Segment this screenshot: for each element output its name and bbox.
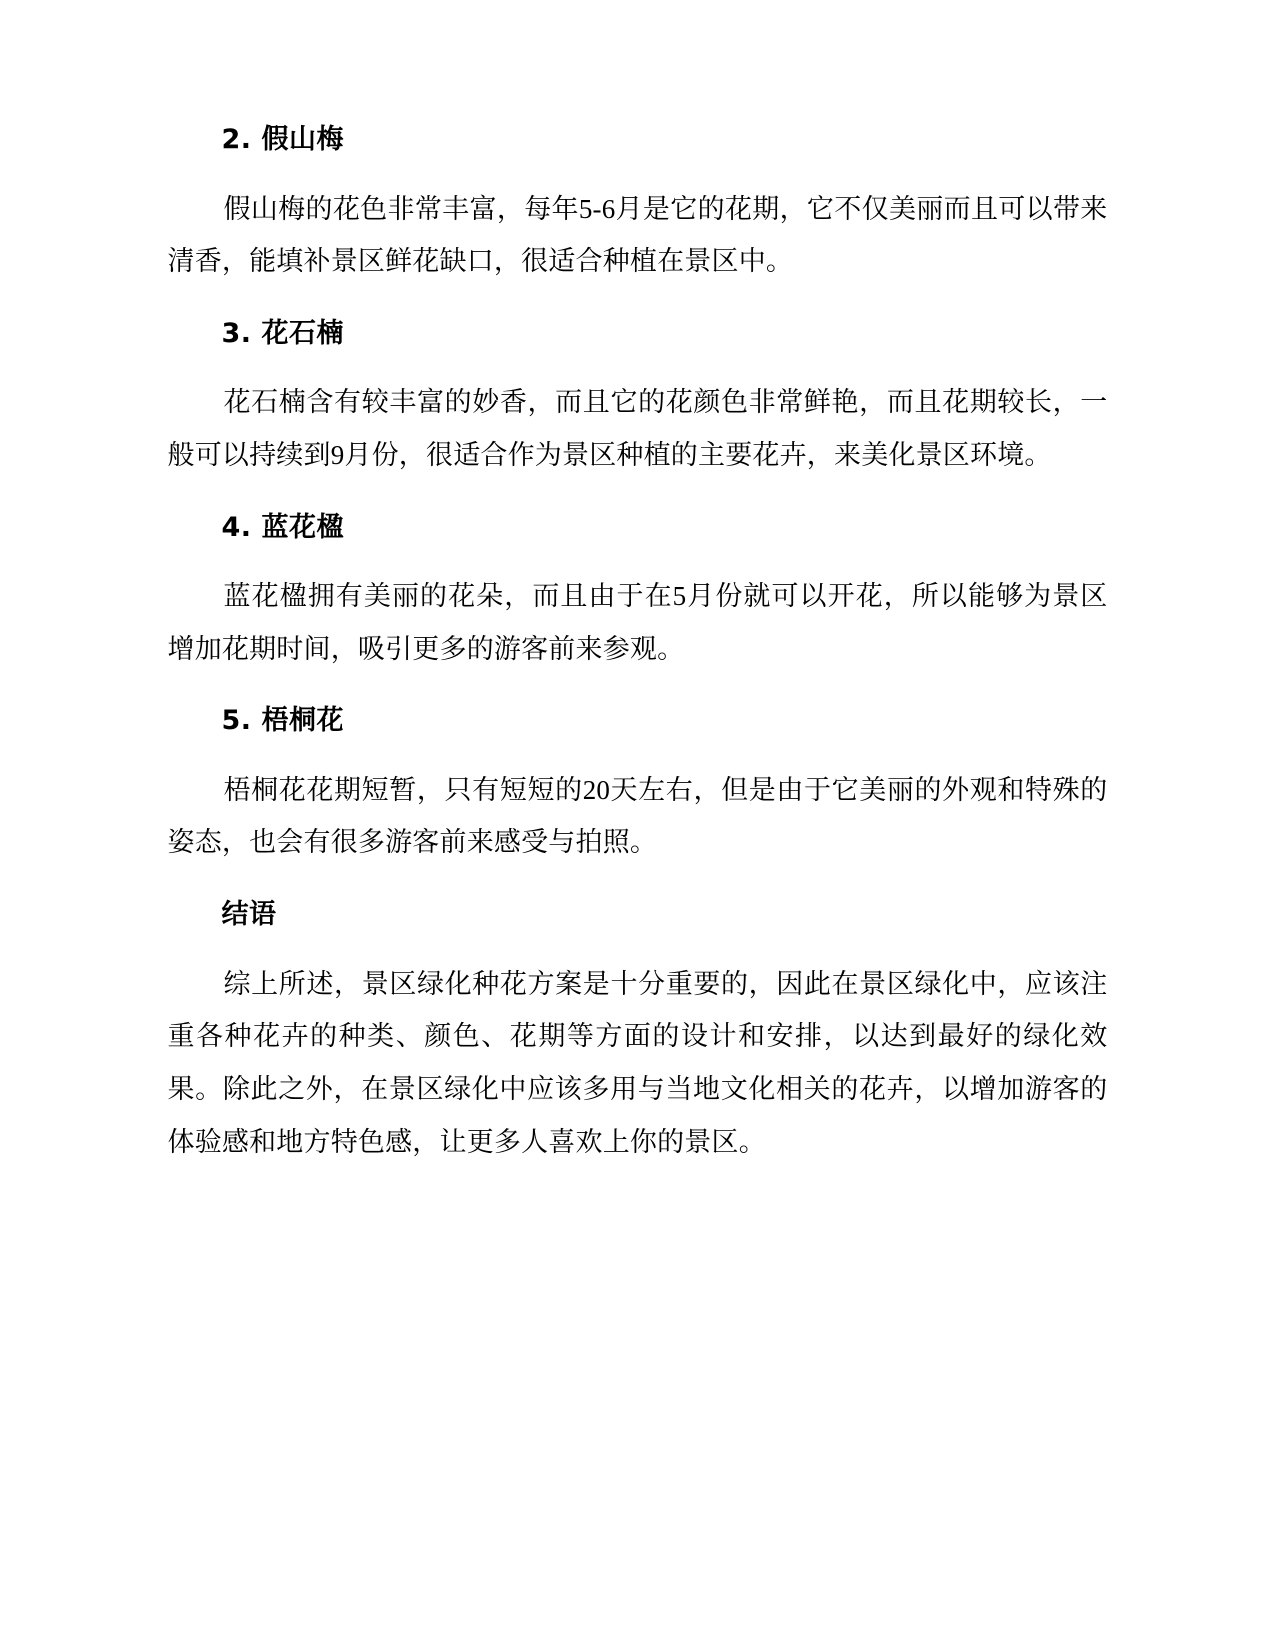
- spacer: [168, 869, 1108, 895]
- section-paragraph-wutonghua: 梧桐花花期短暂，只有短短的20天左右，但是由于它美丽的外观和特殊的姿态，也会有很多游客前来感受与拍照。: [167, 774, 1108, 858]
- spacer: [168, 548, 1108, 570]
- section-heading-huashinan: 3. 花石楠: [221, 317, 344, 349]
- section-heading-jiashanmei: 2. 假山梅: [221, 124, 344, 155]
- spacer: [168, 288, 1108, 314]
- section-heading-lanhuaying: 4. 蓝花楹: [221, 511, 344, 543]
- section-paragraph-conclusion: 综上所述，景区绿化种花方案是十分重要的，因此在景区绿化中，应该注重各种花卉的种类、颜色、花期等方面的设计和安排，以达到最好的绿化效果。除此之外，在景区绿化中应该多用与当地文化相关的花卉，以增加游客的体验感和地方特色感，让更多人喜欢上你的景区。: [167, 968, 1108, 1157]
- section-heading-conclusion: 结语: [221, 899, 277, 931]
- section-paragraph-jiashanmei: 假山梅的花色非常丰富，每年5-6月是它的花期，它不仅美丽而且可以带来清香，能填补景区鲜花缺口，很适合种植在景区中。: [167, 193, 1108, 277]
- spacer: [168, 482, 1108, 508]
- spacer: [168, 675, 1108, 701]
- section-heading-wutonghua: 5. 梧桐花: [221, 705, 344, 737]
- section-paragraph-lanhuaying: 蓝花楹拥有美丽的花朵，而且由于在5月份就可以开花，所以能够为景区增加花期时间，吸引更多的游客前来参观。: [167, 581, 1108, 664]
- spacer: [168, 936, 1108, 958]
- document-body: [168, 120, 1108, 1168]
- spacer: [168, 354, 1108, 376]
- spacer: [168, 161, 1108, 183]
- section-paragraph-huashinan: 花石楠含有较丰富的妙香，而且它的花颜色非常鲜艳，而且花期较长，一般可以持续到9月份，很适合作为景区种植的主要花卉，来美化景区环境。: [167, 387, 1108, 470]
- spacer: [168, 742, 1108, 764]
